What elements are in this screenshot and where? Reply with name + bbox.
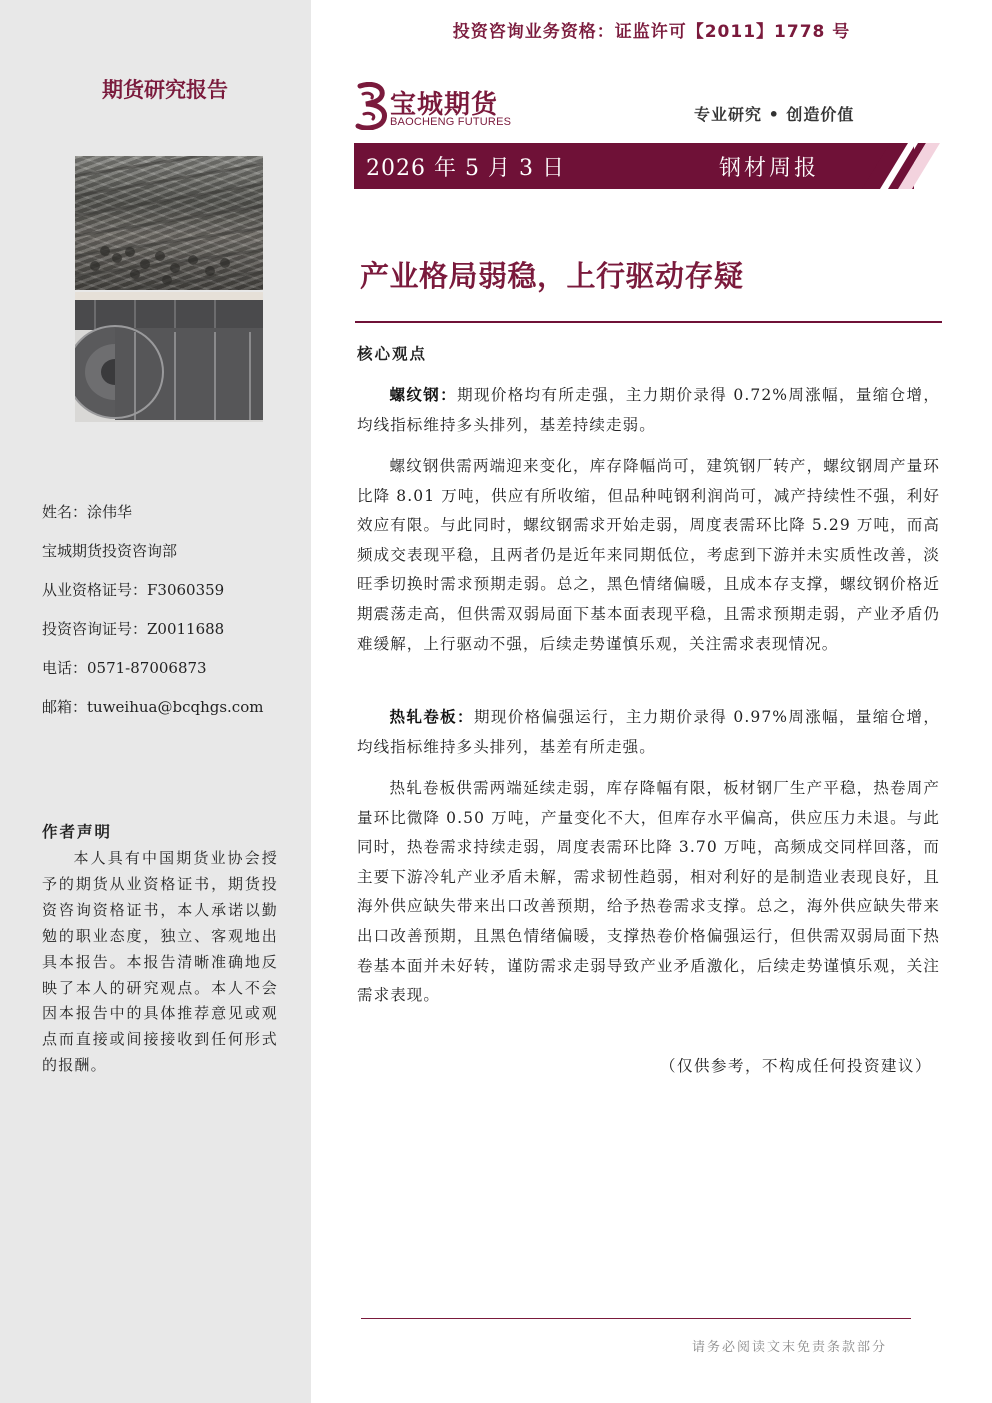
headline: 产业格局弱稳，上行驱动存疑 bbox=[360, 259, 744, 293]
coil-texture bbox=[75, 292, 263, 422]
disclaimer: （仅供参考，不构成任何投资建议） bbox=[659, 1057, 932, 1075]
steel-coil-photo bbox=[75, 292, 263, 422]
slogan: 专业研究 • 创造价值 bbox=[694, 105, 855, 124]
hrc-summary bbox=[357, 702, 940, 762]
steel-rebar-photo bbox=[75, 156, 263, 290]
author-email[interactable]: 邮箱：tuweihua@bcqhgs.com bbox=[42, 698, 264, 716]
headline-divider bbox=[355, 321, 942, 323]
rebar-label: 螺纹钢： bbox=[389, 385, 458, 404]
rebar-body: 螺纹钢供需两端迎来变化，库存降幅尚可，建筑钢厂转产，螺纹钢周产量环比降 8.01 万吨，供应有所收缩，但品种吨钢利润尚可，减产持续性不强，利好效应有限。与此同时，螺纹钢需求开始走弱，周度表需环比降 5.29 万吨，而高频成交表现平稳，且两者仍是近年来同期低位，考虑到下游并未实质性改善，淡旺季切换时需求预期走弱。总之，黑色情绪偏暖，且成本存支撑，螺纹钢价格近期震荡走高，但供需双弱局面下基本面表现平稳，且需求预期走弱，产业矛盾仍难缓解，上行驱动不强，后续走势谨慎乐观，关注需求表现情况。 bbox=[357, 457, 940, 653]
author-department: 宝城期货投资咨询部 bbox=[42, 542, 178, 560]
license-line: 投资咨询业务资格：证监许可【2011】1778 号 bbox=[452, 22, 851, 42]
b-ribbon-logo-icon bbox=[354, 82, 388, 130]
rebar-texture bbox=[75, 156, 263, 290]
hrc-label: 热轧卷板： bbox=[389, 707, 474, 726]
report-name: 钢材周报 bbox=[719, 156, 820, 181]
rebar-summary bbox=[357, 380, 940, 440]
section-title: 核心观点 bbox=[357, 344, 428, 363]
declaration-text: 本人具有中国期货业协会授予的期货从业资格证书，期货投资咨询资格证书，本人承诺以勤勉的职业态度，独立、客观地出具本报告。本报告清晰准确地反映了本人的研究观点。本人不会因本报告中的具体推荐意见或观点而直接或间接接收到任何形式的报酬。 bbox=[42, 849, 278, 1075]
logo-english-name: BAOCHENG FUTURES bbox=[390, 116, 512, 128]
footer-divider bbox=[361, 1318, 911, 1319]
date-band bbox=[354, 143, 914, 189]
rebar-summary-text: 期现价格均有所走强，主力期价录得 0.72%周涨幅，量缩仓增，均线指标维持多头排列，基差持续走弱。 bbox=[357, 386, 940, 434]
author-phone: 电话：0571-87006873 bbox=[42, 659, 207, 677]
qualification-number: 从业资格证号：F3060359 bbox=[42, 581, 225, 599]
hrc-summary-text: 期现价格偏强运行，主力期价录得 0.97%周涨幅，量缩仓增，均线指标维持多头排列，基差有所走强。 bbox=[357, 708, 940, 756]
logo-chinese-name: 宝城期货 bbox=[390, 90, 499, 120]
hrc-body: 热轧卷板供需两端延续走弱，库存降幅有限，板材钢厂生产平稳，热卷周产量环比微降 0.50 万吨，产量变化不大，但库存水平偏高，供应压力未退。与此同时，热卷需求持续走弱，周度表需环比降 3.70 万吨，高频成交同样回落，而主要下游冷轧产业矛盾未解，需求韧性趋弱，相对利好的是制造业表现良好，且海外供应缺失带来出口改善预期，给予热卷需求支撑。总之，海外供应缺失带来出口改善预期，且黑色情绪偏暖，支撑热卷价格偏强运行，但供需双弱局面下热卷基本面并未好转，谨防需求走弱导致产业矛盾激化，后续走势谨慎乐观，关注需求表现。 bbox=[357, 779, 940, 1005]
declaration-title: 作者声明 bbox=[42, 822, 113, 841]
advisory-number: 投资咨询证号：Z0011688 bbox=[42, 620, 225, 638]
company-logo bbox=[354, 82, 524, 132]
footer-note: 请务必阅读文末免责条款部分 bbox=[692, 1340, 888, 1355]
report-date: 2026 年 5 月 3 日 bbox=[366, 156, 565, 181]
band-stripe-decoration bbox=[850, 143, 950, 189]
report-type-label: 期货研究报告 bbox=[102, 78, 228, 102]
author-name: 姓名：涂伟华 bbox=[42, 503, 133, 521]
